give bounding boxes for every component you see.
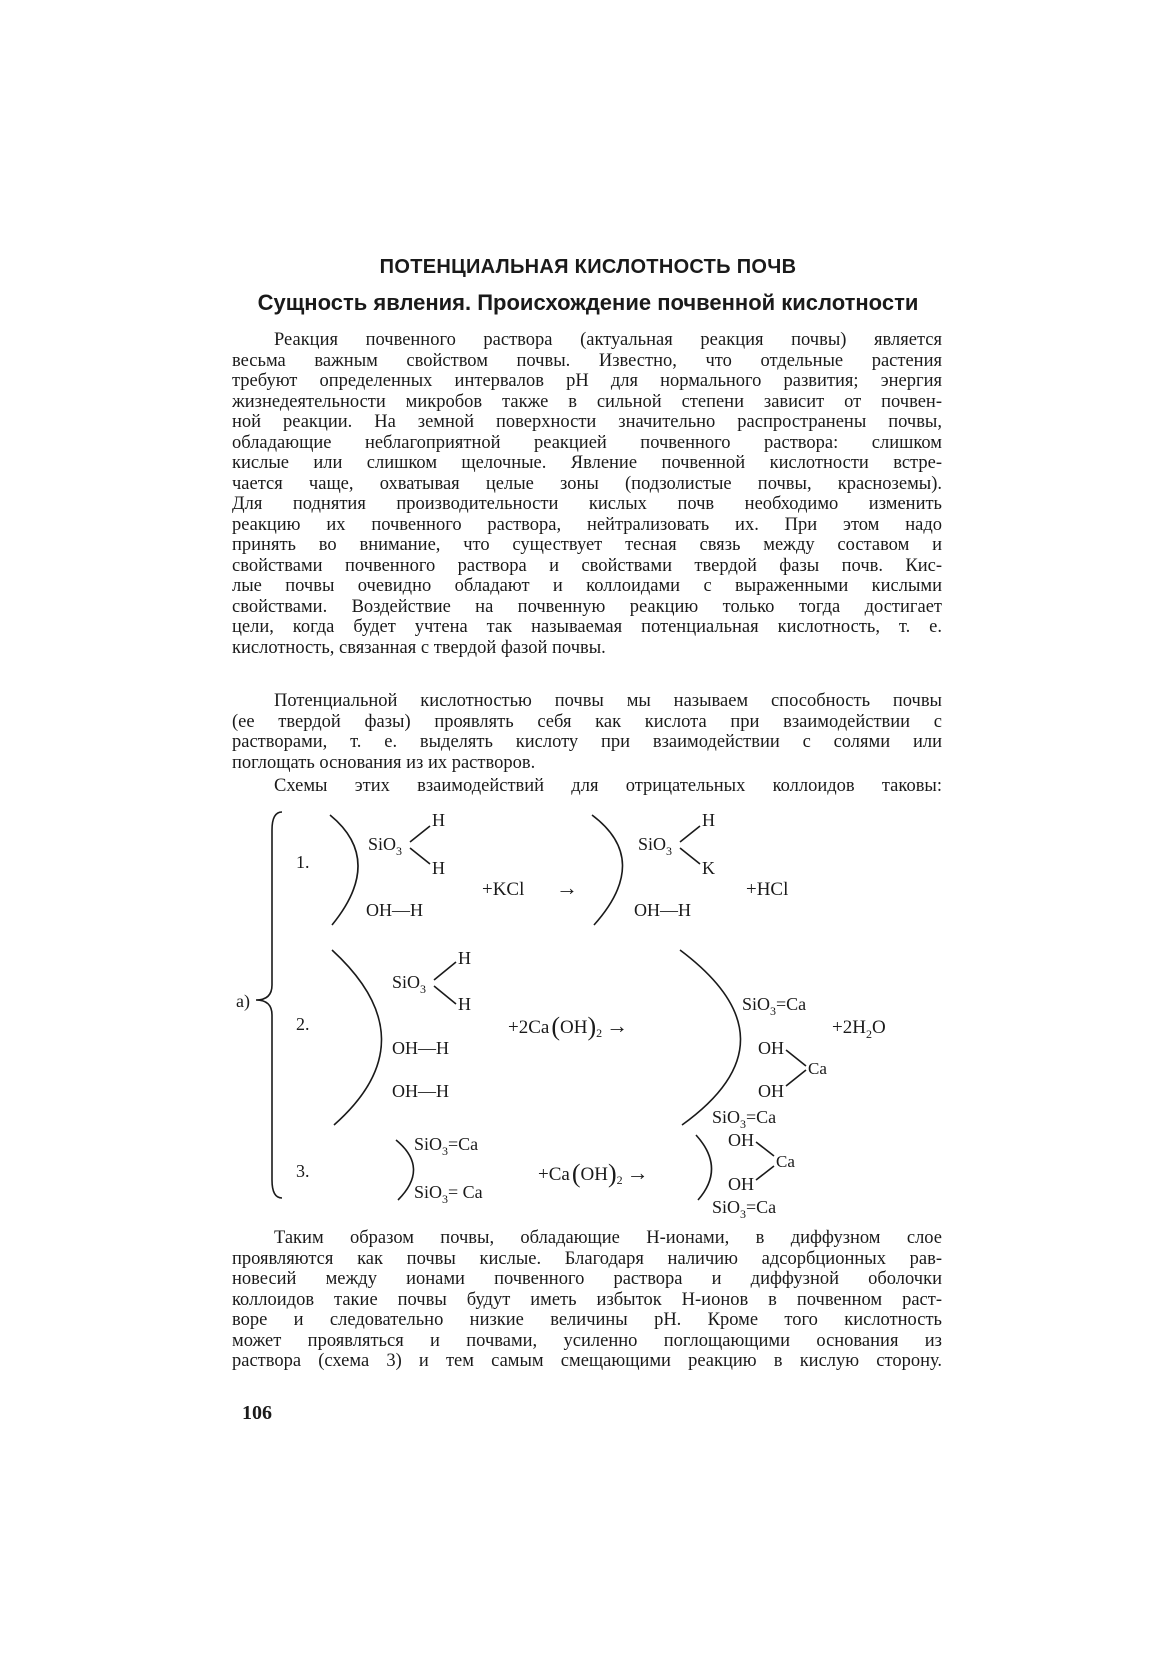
text-line: чается чаще, охватывая целые зоны (подзолистые почвы, красноземы). bbox=[232, 473, 942, 494]
row2-product: $+2H_2O$ bbox=[832, 1017, 886, 1041]
text-line: Схемы этих взаимодействий для отрицательных коллоидов таковы: bbox=[274, 776, 942, 796]
row2-right-ca: Ca bbox=[808, 1059, 827, 1078]
row2-right-bottom: SiO$_3$=Ca bbox=[712, 1107, 777, 1131]
row3-number: 3. bbox=[296, 1161, 310, 1181]
text-line: воре и следовательно низкие величины рН. Кроме того кислотность bbox=[232, 1310, 942, 1330]
row1-h-bottom: H bbox=[432, 858, 445, 878]
text-line: Таким образом почвы, обладающие Н-ионами, в диффузном слое bbox=[274, 1228, 942, 1248]
row1-number: 1. bbox=[296, 852, 310, 872]
row1-right-k: K bbox=[702, 858, 715, 878]
text-line: лые почвы очевидно обладают и коллоидами с выраженными кислыми bbox=[232, 576, 942, 596]
text-line: реакцию их почвенного раствора, нейтрализовать их. При этом надо bbox=[232, 514, 942, 535]
scheme-brace bbox=[256, 812, 282, 1198]
text-line: может проявляться и почвами, усиленно поглощающими основания из bbox=[232, 1330, 942, 1351]
row1-right-oh: OH—H bbox=[634, 900, 691, 920]
text-line: обладающие неблагоприятной реакцией почвенного раствора: слишком bbox=[232, 432, 942, 453]
row2-h-bottom: H bbox=[458, 994, 471, 1014]
row1-arrow: → bbox=[556, 875, 578, 900]
text-line: требуют определенных интервалов рН для нормального развития; энергия bbox=[232, 371, 942, 391]
row3-left-bracket bbox=[396, 1140, 414, 1200]
text-line: жизнедеятельности микробов также в сильной степени зависит от почвен- bbox=[232, 391, 942, 412]
row2-right-oh2: OH bbox=[758, 1081, 784, 1101]
page-number: 106 bbox=[242, 1402, 272, 1424]
row2-h-top: H bbox=[458, 948, 471, 968]
text-line: весьма важным свойством почвы. Известно, что отдельные растения bbox=[232, 350, 942, 371]
text-line: принять во внимание, что существует тесная связь между составом и bbox=[232, 535, 942, 555]
row3-right-bracket bbox=[696, 1135, 712, 1200]
text-line: кислые или слишком щелочные. Явление почвенной кислотности встре- bbox=[232, 453, 942, 473]
row3-reagent: +Ca(OH)2 → bbox=[538, 1159, 649, 1188]
row1-right-h: H bbox=[702, 810, 715, 830]
paragraph-4 bbox=[232, 1228, 942, 1372]
row1-product: +HCl bbox=[746, 879, 789, 900]
text-line: проявляются как почвы кислые. Благодаря наличию адсорбционных рав- bbox=[232, 1248, 942, 1269]
row3-right-oh2: OH bbox=[728, 1174, 754, 1194]
row3-left-top: SiO$_3$=Ca bbox=[414, 1134, 479, 1158]
row1-left-sio3: SiO$_3$ bbox=[368, 834, 403, 858]
row2-reagent: +2Ca(OH)2 → bbox=[508, 1012, 629, 1041]
row3-right-bottom: SiO$_3$=Ca bbox=[712, 1197, 777, 1221]
text-line: коллоидов такие почвы будут иметь избыток Н-ионов в почвенном раст- bbox=[232, 1289, 942, 1310]
text-line: свойствами почвенного раствора и свойствами твердой фазы почв. Кис- bbox=[232, 555, 942, 576]
row1-reagent: +KCl bbox=[482, 879, 525, 900]
row2-oh2: OH—H bbox=[392, 1081, 449, 1101]
row2-oh1: OH—H bbox=[392, 1038, 449, 1058]
section-subheading: Сущность явления. Происхождение почвенной кислотности bbox=[257, 290, 919, 315]
text-line: (ее твердой фазы) проявлять себя как кислота при взаимодействии с bbox=[232, 711, 942, 732]
text-line: ной реакции. На земной поверхности значительно распространены почвы, bbox=[232, 412, 942, 432]
text-line: Для поднятия производительности кислых почв необходимо изменить bbox=[232, 494, 942, 514]
row2-left-bracket bbox=[332, 950, 382, 1125]
scheme-group-label: а) bbox=[236, 991, 250, 1011]
row2-right-top: SiO$_3$=Ca bbox=[742, 994, 807, 1018]
text-line: новесий между ионами почвенного раствора и диффузной оболочки bbox=[232, 1269, 942, 1289]
row3-left-bottom: SiO$_3$= Ca bbox=[414, 1182, 483, 1206]
text-line: цели, когда будет учтена так называемая потенциальная кислотность, т. е. bbox=[232, 617, 942, 637]
row1-right-sio3: SiO$_3$ bbox=[638, 834, 673, 858]
text-line: раствора (схема 3) и тем самым смещающими реакцию в кислую сторону. bbox=[232, 1351, 942, 1371]
row2-right-oh1: OH bbox=[758, 1038, 784, 1058]
row1-h-top: H bbox=[432, 810, 445, 830]
row3-right-oh1: OH bbox=[728, 1130, 754, 1150]
text-line: растворами, т. е. выделять кислоту при взаимодействии с солями или bbox=[232, 732, 942, 752]
text-line: поглощать основания из их растворов. bbox=[232, 752, 536, 773]
row1-right-bracket bbox=[592, 815, 623, 925]
section-heading: ПОТЕНЦИАЛЬНАЯ КИСЛОТНОСТЬ ПОЧВ bbox=[379, 256, 797, 278]
text-line: свойствами. Воздействие на почвенную реакцию только тогда достигает bbox=[232, 596, 942, 617]
text-line: кислотность, связанная с твердой фазой почвы. bbox=[232, 637, 606, 658]
row3-right-ca: Ca bbox=[776, 1152, 795, 1171]
row1-left-oh: OH—H bbox=[366, 900, 423, 920]
row1-left-bracket bbox=[330, 815, 358, 925]
text-line: Потенциальной кислотностью почвы мы называем способность почвы bbox=[274, 691, 942, 711]
row2-number: 2. bbox=[296, 1014, 310, 1034]
text-line: Реакция почвенного раствора (актуальная реакция почвы) является bbox=[274, 330, 942, 350]
row2-right-bracket bbox=[680, 950, 741, 1125]
row2-left-sio3: SiO$_3$ bbox=[392, 972, 427, 996]
